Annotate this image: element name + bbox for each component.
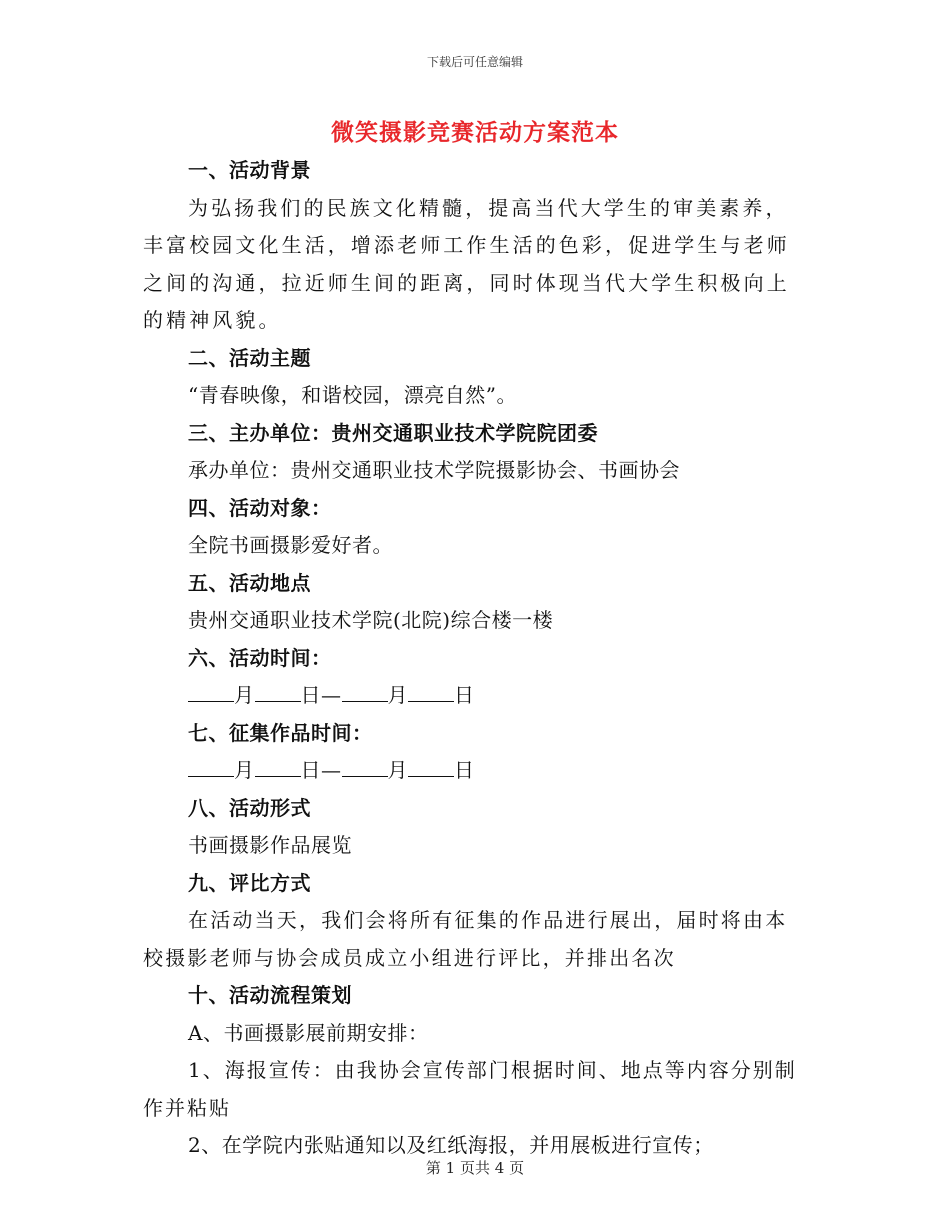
section-heading-audience: 四、活动对象： [188,495,332,520]
section-heading-location: 五、活动地点 [188,570,311,595]
month-label: 月 [387,758,408,782]
blank-field [255,683,301,702]
section-body-co-organizer: 承办单位：贵州交通职业技术学院摄影协会、书画协会 [188,458,680,482]
document-title: 微笑摄影竞赛活动方案范本 [331,119,619,146]
section-body-theme: “青春映像，和谐校园，漂亮自然”。 [188,383,517,407]
process-step-a: A、书画摄影展前期安排： [188,1020,429,1045]
section-heading-collection-time: 七、征集作品时间： [188,720,373,745]
section-body-format: 书画摄影作品展览 [188,833,352,857]
process-item-1: 1、海报宣传：由我协会宣传部门根据时间、地点等内容分别制作并粘贴 [143,1058,797,1120]
blank-field [255,758,301,777]
day-label: 日 [300,758,321,782]
day-label: 日 [454,683,475,707]
section-heading-judging: 九、评比方式 [188,870,311,895]
blank-field [408,758,454,777]
blank-field [342,683,388,702]
date-line-collection [143,752,809,790]
section-heading-theme: 二、活动主题 [188,345,311,370]
section-heading-format: 八、活动形式 [188,795,311,820]
section-body-audience: 全院书画摄影爱好者。 [188,533,393,557]
date-line-activity [143,677,809,715]
section-body-background: 为弘扬我们的民族文化精髓，提高当代大学生的审美素养，丰富校园文化生活，增添老师工作生活的色彩，促进学生与老师之间的沟通，拉近师生间的距离，同时体现当代大学生积极向上的精神风貌。 [143,195,790,332]
dash: — [321,758,342,782]
process-item-2: 2、在学院内张贴通知以及红纸海报，并用展板进行宣传； [188,1133,714,1157]
day-label: 日 [300,683,321,707]
day-label: 日 [454,758,475,782]
page-footer: 第 1 页共 4 页 [425,1159,525,1177]
blank-field [188,758,234,777]
blank-field [188,683,234,702]
blank-field [408,683,454,702]
month-label: 月 [387,683,408,707]
section-heading-background: 一、活动背景 [188,158,311,182]
section-body-location: 贵州交通职业技术学院(北院)综合楼一楼 [188,608,554,632]
section-heading-time: 六、活动时间： [188,645,332,670]
month-label: 月 [234,683,255,707]
document-body [143,152,809,1165]
section-heading-organizer: 三、主办单位：贵州交通职业技术学院院团委 [188,420,598,445]
month-label: 月 [234,758,255,782]
section-heading-process: 十、活动流程策划 [188,983,352,1007]
header-note: 下载后可任意编辑 [426,55,523,69]
dash: — [321,683,342,707]
section-body-judging: 在活动当天，我们会将所有征集的作品进行展出，届时将由本校摄影老师与协会成员成立小组进行评比，并排出名次 [143,908,788,970]
blank-field [342,758,388,777]
